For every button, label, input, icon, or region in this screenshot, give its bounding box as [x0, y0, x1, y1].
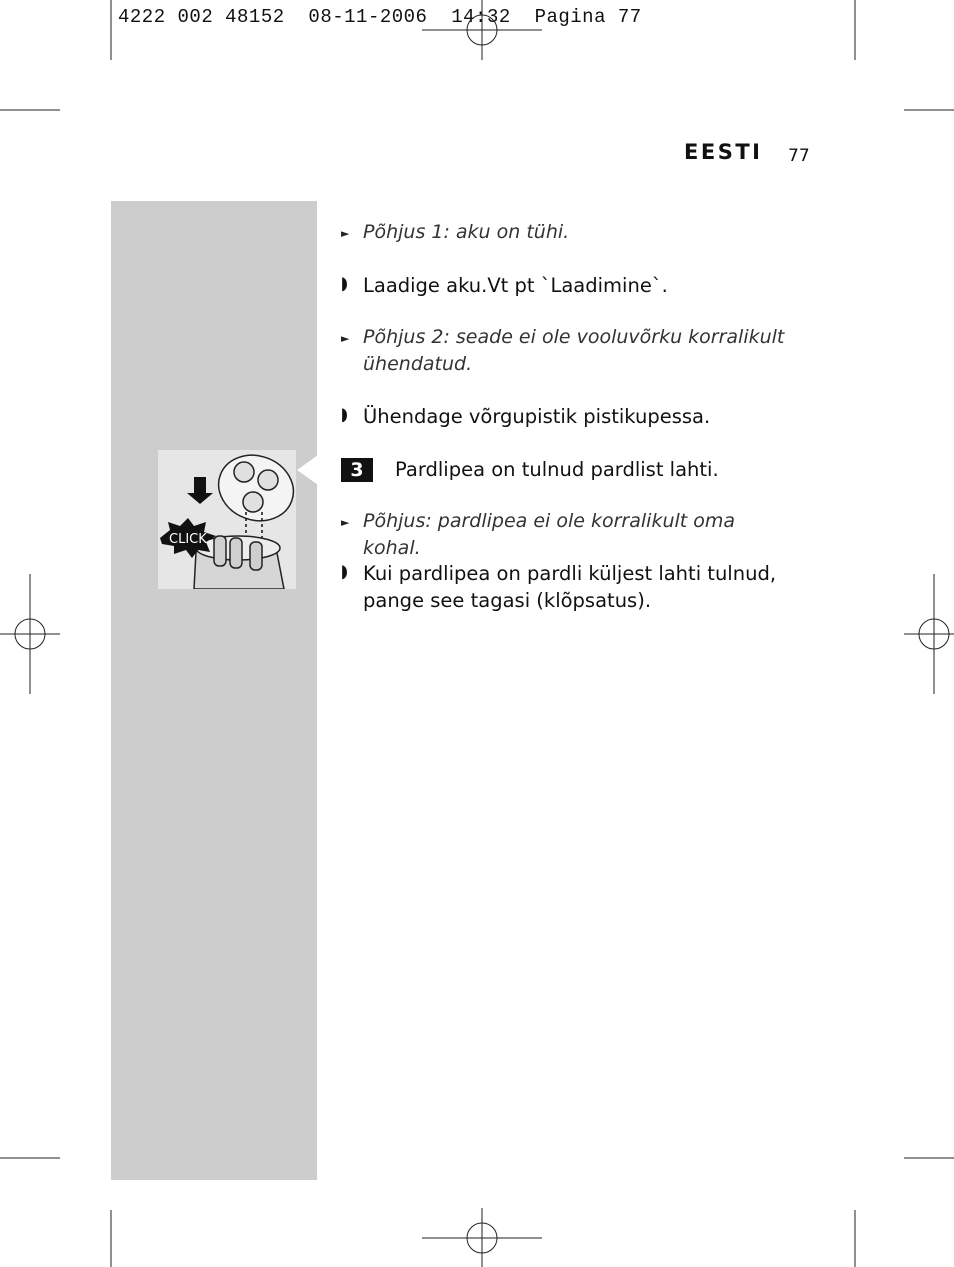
sidebar-pointer [297, 455, 318, 485]
cause-bullet-icon: ► [341, 516, 350, 529]
action-text-3: Kui pardlipea on pardli küljest lahti tulnud, pange see tagasi (klõpsatus). [363, 562, 777, 612]
cause-text-3: Põhjus: pardlipea ei ole korralikult oma kohal. [363, 510, 736, 559]
step-number-badge: 3 [341, 458, 373, 482]
cause-text-2: Põhjus 2: seade ei ole vooluvõrku korralikult ühendatud. [363, 326, 785, 375]
shaver-illustration [158, 450, 296, 589]
action-text-2: Ühendage võrgupistik pistikupessa. [363, 405, 711, 428]
action-marker-icon: ◗ [341, 561, 348, 582]
action-text-1: Laadige aku.Vt pt `Laadimine`. [363, 274, 668, 297]
down-arrow-icon [187, 477, 213, 504]
section-title: EESTI [684, 140, 763, 164]
sidebar-panel [111, 201, 317, 1180]
click-label: CLICK [169, 532, 207, 547]
shaver-head-icon [158, 450, 296, 589]
cause-bullet-icon: ► [341, 227, 350, 240]
page-number: 77 [788, 146, 810, 166]
action-marker-icon: ◗ [341, 273, 348, 294]
step-heading: Pardlipea on tulnud pardlist lahti. [395, 458, 719, 481]
print-header: 4222 002 48152 08-11-2006 14:32 Pagina 77 [118, 6, 642, 28]
cause-bullet-icon: ► [341, 332, 350, 345]
cause-text-1: Põhjus 1: aku on tühi. [363, 221, 570, 243]
action-marker-icon: ◗ [341, 404, 348, 425]
